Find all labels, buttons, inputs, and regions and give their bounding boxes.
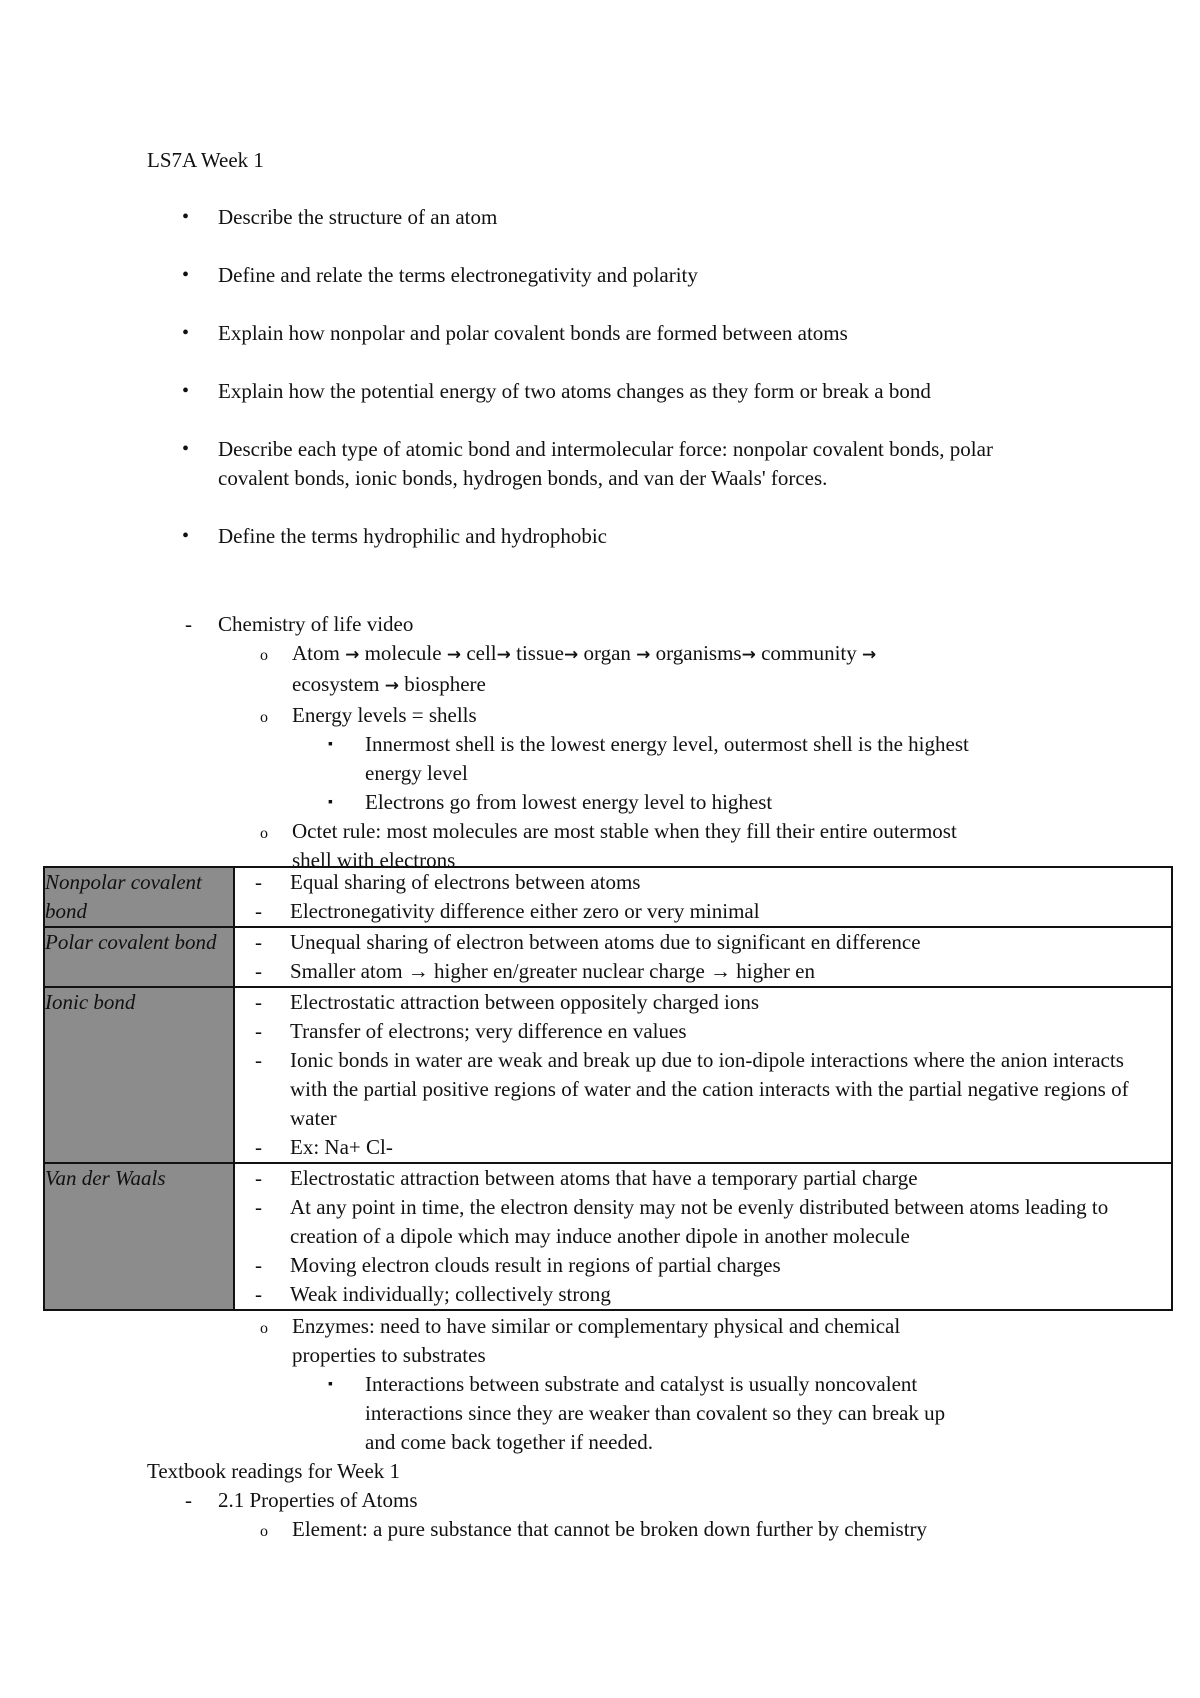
dash-marker: - <box>255 990 262 1014</box>
dash-marker: - <box>255 1166 262 1190</box>
dash-marker: - <box>255 1195 262 1219</box>
outline-text: Interactions between substrate and catalyst is usually noncovalent <box>365 1372 918 1396</box>
list-item <box>255 1046 1130 1133</box>
dash-marker: - <box>255 1135 262 1159</box>
bond-term-cell: Polar covalent bond <box>44 927 234 987</box>
objective-item: • Define and relate the terms electronegativity and polarity <box>147 261 1107 290</box>
outline-continuation: shell with electrons <box>292 848 456 872</box>
outline-item <box>147 639 1147 670</box>
point-text: Smaller atom → higher en/greater nuclear charge → higher en <box>290 959 815 983</box>
circle-marker: o <box>260 1523 268 1540</box>
dash-marker: - <box>255 1282 262 1306</box>
objective-item: • Describe the structure of an atom <box>147 203 1107 232</box>
dash-marker: - <box>185 1488 192 1512</box>
arrow-icon: → <box>636 645 651 665</box>
hierarchy-term: molecule <box>364 641 442 665</box>
dash-marker: - <box>255 870 262 894</box>
dash-marker: - <box>255 1253 262 1277</box>
bond-term-cell: Ionic bond <box>44 987 234 1163</box>
point-text: Electronegativity difference either zero or very minimal <box>290 899 760 923</box>
outline-item <box>147 788 1147 817</box>
square-marker: ▪ <box>328 1377 333 1392</box>
point-text: Electrostatic attraction between oppositely charged ions <box>290 990 760 1014</box>
point-text: Ex: Na+ Cl- <box>290 1135 393 1159</box>
table-row <box>44 867 1172 927</box>
hierarchy-term: cell <box>466 641 497 665</box>
outline-item <box>147 817 1147 846</box>
hierarchy-term: tissue <box>516 641 564 665</box>
list-item <box>255 1133 1171 1162</box>
point-text: At any point in time, the electron density may not be evenly distributed between atoms leading to creation of a dipole which may induce another dipole in another molecule <box>290 1195 1109 1248</box>
hierarchy-term: Atom <box>292 641 340 665</box>
outline-item <box>147 610 1147 639</box>
outline-text: Enzymes: need to have similar or complementary physical and chemical <box>292 1314 901 1338</box>
list-item <box>255 988 1171 1017</box>
outline-continuation: interactions since they are weaker than covalent so they can break up <box>365 1401 946 1425</box>
circle-marker: o <box>260 709 268 726</box>
arrow-icon: → <box>384 676 399 696</box>
outline-item <box>147 1312 1147 1341</box>
list-item <box>255 957 1171 986</box>
objective-item: • Explain how the potential energy of two atoms changes as they form or break a bond <box>147 377 1107 406</box>
dash-marker: - <box>255 1048 262 1072</box>
outline-text: Electrons go from lowest energy level to highest <box>365 790 773 814</box>
arrow-icon: → <box>446 645 462 665</box>
list-item <box>255 1280 1171 1309</box>
list-item <box>255 1164 1171 1193</box>
table-row <box>44 927 1172 987</box>
outline-text: Chemistry of life video <box>218 612 414 636</box>
outline-item <box>147 701 1147 730</box>
arrow-icon: → <box>496 645 511 665</box>
bond-description-cell <box>234 867 1172 927</box>
outline-text: 2.1 Properties of Atoms <box>218 1488 418 1512</box>
dash-marker: - <box>255 1019 262 1043</box>
bond-types-table <box>43 866 1173 1311</box>
after-table-notes <box>147 1312 1147 1544</box>
list-item <box>255 1193 1160 1251</box>
list-item <box>255 868 1171 897</box>
circle-marker: o <box>260 825 268 842</box>
outline-continuation: and come back together if needed. <box>365 1430 654 1454</box>
objective-item: • Explain how nonpolar and polar covalent bonds are formed between atoms <box>147 319 1107 348</box>
outline-text: Element: a pure substance that cannot be broken down further by chemistry <box>292 1517 928 1541</box>
hierarchy-term: community <box>761 641 857 665</box>
outline-text: Innermost shell is the lowest energy level, outermost shell is the highest <box>365 732 969 756</box>
hierarchy-term: organisms <box>655 641 742 665</box>
arrow-icon: → <box>862 645 877 665</box>
hierarchy-term: biosphere <box>404 672 486 696</box>
dash-marker: - <box>255 899 262 923</box>
list-item <box>255 1251 1171 1280</box>
table-row <box>44 1163 1172 1310</box>
dash-marker: - <box>255 959 262 983</box>
dash-marker: - <box>255 930 262 954</box>
point-text: Unequal sharing of electron between atoms due to significant en difference <box>290 930 921 954</box>
list-item <box>255 1017 1171 1046</box>
point-text: Electrostatic attraction between atoms that have a temporary partial charge <box>290 1166 918 1190</box>
list-item <box>255 928 1171 957</box>
table-row <box>44 987 1172 1163</box>
page-title: LS7A Week 1 <box>147 148 264 172</box>
bond-term-cell: Van der Waals <box>44 1163 234 1310</box>
dash-marker: - <box>185 612 192 636</box>
objective-item: • Describe each type of atomic bond and intermolecular force: nonpolar covalent bonds, polar covalent bonds, ionic bonds, hydrogen bonds, and van der Waals' forces. <box>147 435 1048 493</box>
outline-item <box>147 1370 1147 1399</box>
outline-item <box>147 1486 1147 1515</box>
bond-term-cell: Nonpolar covalent bond <box>44 867 234 927</box>
outline-item <box>147 730 1147 759</box>
hierarchy-term: ecosystem <box>292 672 380 696</box>
hierarchy-term: organ <box>583 641 631 665</box>
arrow-icon: → <box>563 645 579 665</box>
outline-item <box>147 1515 1147 1544</box>
section-heading: Textbook readings for Week 1 <box>147 1459 401 1483</box>
bond-description-cell <box>234 1163 1172 1310</box>
outline-continuation <box>147 670 1147 701</box>
objective-item: • Define the terms hydrophilic and hydrophobic <box>147 522 1107 551</box>
point-text: Transfer of electrons; very difference en values <box>290 1019 687 1043</box>
bond-description-cell <box>234 987 1172 1163</box>
square-marker: ▪ <box>328 795 333 810</box>
bond-description-cell <box>234 927 1172 987</box>
point-text: Moving electron clouds result in regions of partial charges <box>290 1253 781 1277</box>
point-text: Equal sharing of electrons between atoms <box>290 870 641 894</box>
point-text: Weak individually; collectively strong <box>290 1282 611 1306</box>
square-marker: ▪ <box>328 737 333 752</box>
objectives-list <box>147 203 1107 580</box>
arrow-icon: → <box>345 645 360 665</box>
outline-continuation: energy level <box>365 761 468 785</box>
video-notes <box>147 610 1147 875</box>
circle-marker: o <box>260 1320 268 1337</box>
point-text: Ionic bonds in water are weak and break up due to ion-dipole interactions where the anion interacts with the partial positive regions of water and the cation interacts with the partial negative regions of water <box>290 1048 1129 1130</box>
outline-text: Energy levels = shells <box>292 703 477 727</box>
list-item <box>255 897 1171 926</box>
outline-continuation: properties to substrates <box>292 1343 486 1367</box>
circle-marker: o <box>260 647 268 664</box>
arrow-icon: → <box>741 645 756 665</box>
outline-text: Octet rule: most molecules are most stable when they fill their entire outermost <box>292 819 957 843</box>
